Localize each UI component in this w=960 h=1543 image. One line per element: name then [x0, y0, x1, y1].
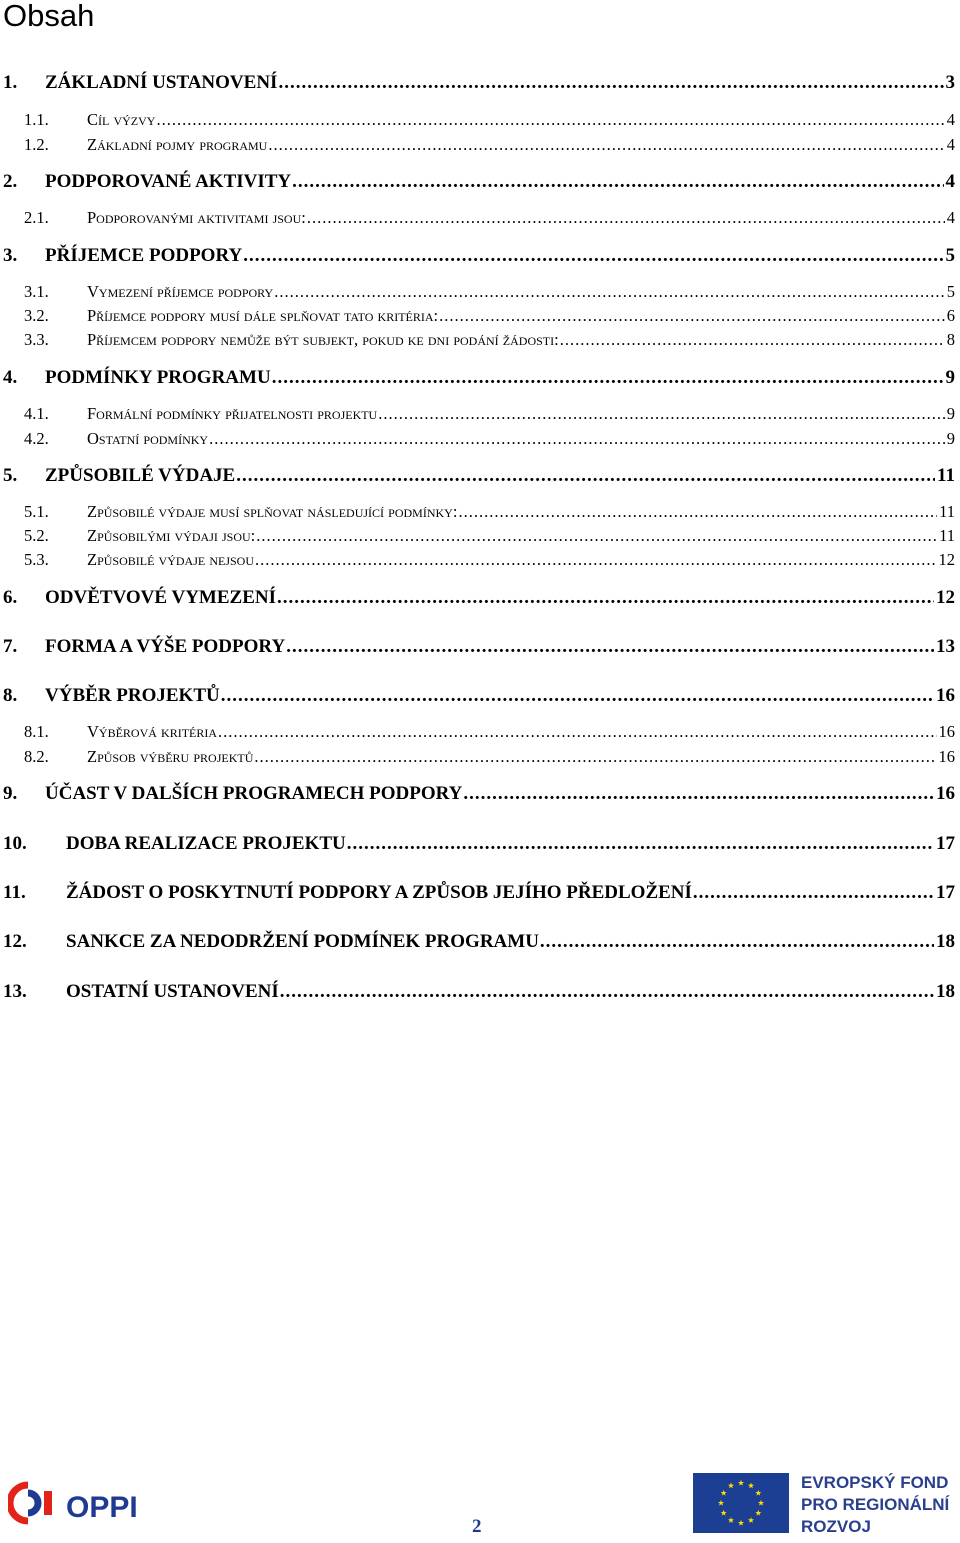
toc-entry-number: 5.1.: [24, 502, 49, 521]
toc-entry-title: FORMA A VÝŠE PODPORY: [45, 636, 286, 657]
toc-dot-leader: [693, 882, 934, 904]
toc-entry-number: 2.: [3, 171, 18, 192]
toc-entry-number: 8.2.: [24, 747, 49, 766]
toc-subentry[interactable]: [0, 282, 955, 302]
toc-entry-page: 6: [946, 306, 955, 325]
toc-entry-page: 9: [945, 367, 955, 388]
toc-entry-title: Výběrová kritéria: [87, 722, 218, 741]
toc-entry-page: 16: [936, 783, 955, 804]
toc-dot-leader: [272, 367, 944, 389]
toc-dot-leader: [243, 245, 943, 267]
toc-subentry[interactable]: [0, 208, 955, 228]
toc-subentry[interactable]: [0, 502, 955, 522]
toc-entry-page: 4: [946, 110, 955, 129]
toc-entry-page: 5: [946, 282, 955, 301]
toc-dot-leader: [218, 722, 936, 742]
toc-dot-leader: [347, 833, 934, 855]
toc-entry-number: 10.: [3, 833, 27, 854]
toc-entry-title: ZÁKLADNÍ USTANOVENÍ: [45, 72, 278, 93]
toc-dot-leader: [292, 171, 943, 193]
toc-entry-title: DOBA REALIZACE PROJEKTU: [66, 833, 346, 854]
toc-entry-number: 7.: [3, 636, 18, 657]
toc-subentry[interactable]: [0, 747, 955, 767]
toc-entry-title: Způsob výběru projektů: [87, 747, 254, 766]
toc-entry-title: Způsobilými výdaji jsou:: [87, 526, 256, 545]
toc-dot-leader: [255, 550, 936, 570]
toc-entry-number: 2.1.: [24, 208, 49, 227]
toc-entry-page: 17: [936, 833, 955, 854]
toc-dot-leader: [277, 587, 934, 609]
toc-entry-number: 1.2.: [24, 135, 49, 154]
toc-entry-page: 17: [936, 882, 955, 903]
toc-entry-number: 6.: [3, 587, 18, 608]
toc-entry-number: 3.3.: [24, 330, 49, 349]
toc-entry-page: 11: [939, 526, 955, 545]
toc-entry-title: ZPŮSOBILÉ VÝDAJE: [45, 465, 236, 486]
toc-dot-leader: [156, 110, 944, 130]
eu-logo-line-2: PRO REGIONÁLNÍ: [801, 1495, 950, 1514]
toc-entry-page: 11: [937, 465, 955, 486]
eu-logo-line-1: EVROPSKÝ FOND: [801, 1473, 949, 1492]
toc-entry[interactable]: [0, 882, 955, 904]
toc-subentry[interactable]: [0, 404, 955, 424]
toc-entry-title: SANKCE ZA NEDODRŽENÍ PODMÍNEK PROGRAMU: [66, 931, 539, 952]
toc-entry-title: Formální podmínky přijatelnosti projektu: [87, 404, 378, 423]
toc-dot-leader: [274, 282, 945, 302]
toc-entry-page: 9: [946, 404, 955, 423]
toc-dot-leader: [458, 502, 937, 522]
toc-entry-title: VÝBĚR PROJEKTŮ: [45, 685, 220, 706]
toc-entry[interactable]: [0, 981, 955, 1003]
toc-entry-title: ODVĚTVOVÉ VYMEZENÍ: [45, 587, 276, 608]
page-number: 2: [472, 1516, 482, 1537]
toc-entry-title: OSTATNÍ USTANOVENÍ: [66, 981, 279, 1002]
toc-subentry[interactable]: [0, 306, 955, 326]
page-title: Obsah: [3, 0, 95, 33]
toc-entry-page: 9: [946, 429, 955, 448]
toc-entry-title: Příjemcem podpory nemůže být subjekt, pokud ke dni podání žádosti:: [87, 330, 559, 349]
toc-entry-number: 3.2.: [24, 306, 49, 325]
toc-entry-title: Ostatní podmínky: [87, 429, 209, 448]
toc-entry-number: 5.2.: [24, 526, 49, 545]
toc-entry-title: Základní pojmy programu: [87, 135, 268, 154]
toc-entry-title: Cíl výzvy: [87, 110, 156, 129]
toc-entry-number: 8.: [3, 685, 18, 706]
toc-entry-page: 16: [938, 722, 955, 741]
toc-entry-number: 9.: [3, 783, 18, 804]
toc-entry-title: Způsobilé výdaje nejsou: [87, 550, 255, 569]
eu-logo-line-3: ROZVOJ: [801, 1517, 871, 1536]
toc-entry[interactable]: [0, 72, 955, 94]
toc-entry[interactable]: [0, 931, 955, 953]
oppi-logo-text: OPPI: [66, 1491, 138, 1524]
toc-entry-number: 5.3.: [24, 550, 49, 569]
toc-entry-page: 4: [946, 208, 955, 227]
toc-entry-title: Vymezení příjemce podpory: [87, 282, 274, 301]
toc-entry-number: 3.1.: [24, 282, 49, 301]
toc-entry-page: 12: [938, 550, 955, 569]
toc-entry-page: 16: [936, 685, 955, 706]
toc-entry-title: PODMÍNKY PROGRAMU: [45, 367, 271, 388]
oppi-logo-red-arc: [10, 1485, 28, 1521]
toc-subentry[interactable]: [0, 330, 955, 350]
toc-subentry[interactable]: [0, 429, 955, 449]
toc-entry-number: 1.: [3, 72, 18, 93]
toc-dot-leader: [236, 465, 935, 487]
toc-entry-title: Způsobilé výdaje musí splňovat následující podmínky:: [87, 502, 458, 521]
eu-regional-fund-logo: [691, 1470, 956, 1536]
toc-entry-page: 12: [936, 587, 955, 608]
toc-dot-leader: [256, 526, 937, 546]
toc-entry-page: 4: [945, 171, 955, 192]
toc-entry-title: ÚČAST V DALŠÍCH PROGRAMECH PODPORY: [45, 783, 463, 804]
toc-dot-leader: [268, 135, 944, 155]
toc-entry-title: Příjemce podpory musí dále splňovat tato kritéria:: [87, 306, 439, 325]
toc-entry-page: 3: [945, 72, 955, 93]
toc-entry-page: 4: [946, 135, 955, 154]
toc-entry-page: 11: [939, 502, 955, 521]
oppi-logo-blue-mark: [28, 1493, 38, 1513]
toc-dot-leader: [439, 306, 945, 326]
toc-dot-leader: [378, 404, 945, 424]
toc-dot-leader: [307, 208, 945, 228]
toc-dot-leader: [209, 429, 945, 449]
toc-entry-number: 4.1.: [24, 404, 49, 423]
toc-dot-leader: [254, 747, 936, 767]
toc-subentry[interactable]: [0, 550, 955, 570]
oppi-logo-bar: [44, 1491, 52, 1515]
toc-dot-leader: [280, 981, 934, 1003]
oppi-logo: [8, 1473, 168, 1533]
toc-entry-number: 8.1.: [24, 722, 49, 741]
toc-subentry[interactable]: [0, 722, 955, 742]
toc-entry[interactable]: [0, 783, 955, 805]
toc-entry-page: 18: [936, 931, 955, 952]
toc-entry[interactable]: [0, 171, 955, 193]
toc-subentry[interactable]: [0, 526, 955, 546]
toc-dot-leader: [463, 783, 934, 805]
toc-entry-title: ŽÁDOST O POSKYTNUTÍ PODPORY A ZPŮSOB JEJÍHO PŘEDLOŽENÍ: [66, 882, 692, 903]
toc-dot-leader: [278, 72, 943, 94]
toc-entry[interactable]: [0, 587, 955, 609]
toc-entry-page: 18: [936, 981, 955, 1002]
toc-entry-number: 3.: [3, 245, 18, 266]
toc-entry-page: 13: [936, 636, 955, 657]
toc-entry-page: 8: [946, 330, 955, 349]
toc-entry-number: 13.: [3, 981, 27, 1002]
toc-entry-number: 5.: [3, 465, 18, 486]
toc-entry[interactable]: [0, 367, 955, 389]
toc-entry-page: 16: [938, 747, 955, 766]
toc-dot-leader: [286, 636, 934, 658]
toc-entry-number: 4.: [3, 367, 18, 388]
toc-entry-number: 12.: [3, 931, 27, 952]
toc-entry-title: PŘÍJEMCE PODPORY: [45, 245, 243, 266]
toc-entry-number: 11.: [3, 882, 26, 903]
toc-entry-title: Podporovanými aktivitami jsou:: [87, 208, 306, 227]
toc-entry-title: PODPOROVANÉ AKTIVITY: [45, 171, 292, 192]
toc-entry[interactable]: [0, 465, 955, 487]
toc-entry[interactable]: [0, 636, 955, 658]
toc-dot-leader: [560, 330, 945, 350]
toc-entry[interactable]: [0, 833, 955, 855]
toc-entry-number: 1.1.: [24, 110, 49, 129]
toc-entry[interactable]: [0, 685, 955, 707]
toc-subentry[interactable]: [0, 135, 955, 155]
toc-entry-number: 4.2.: [24, 429, 49, 448]
toc-dot-leader: [540, 931, 934, 953]
toc-entry-page: 5: [945, 245, 955, 266]
toc-subentry[interactable]: [0, 110, 955, 130]
toc-entry[interactable]: [0, 245, 955, 267]
toc-dot-leader: [221, 685, 934, 707]
